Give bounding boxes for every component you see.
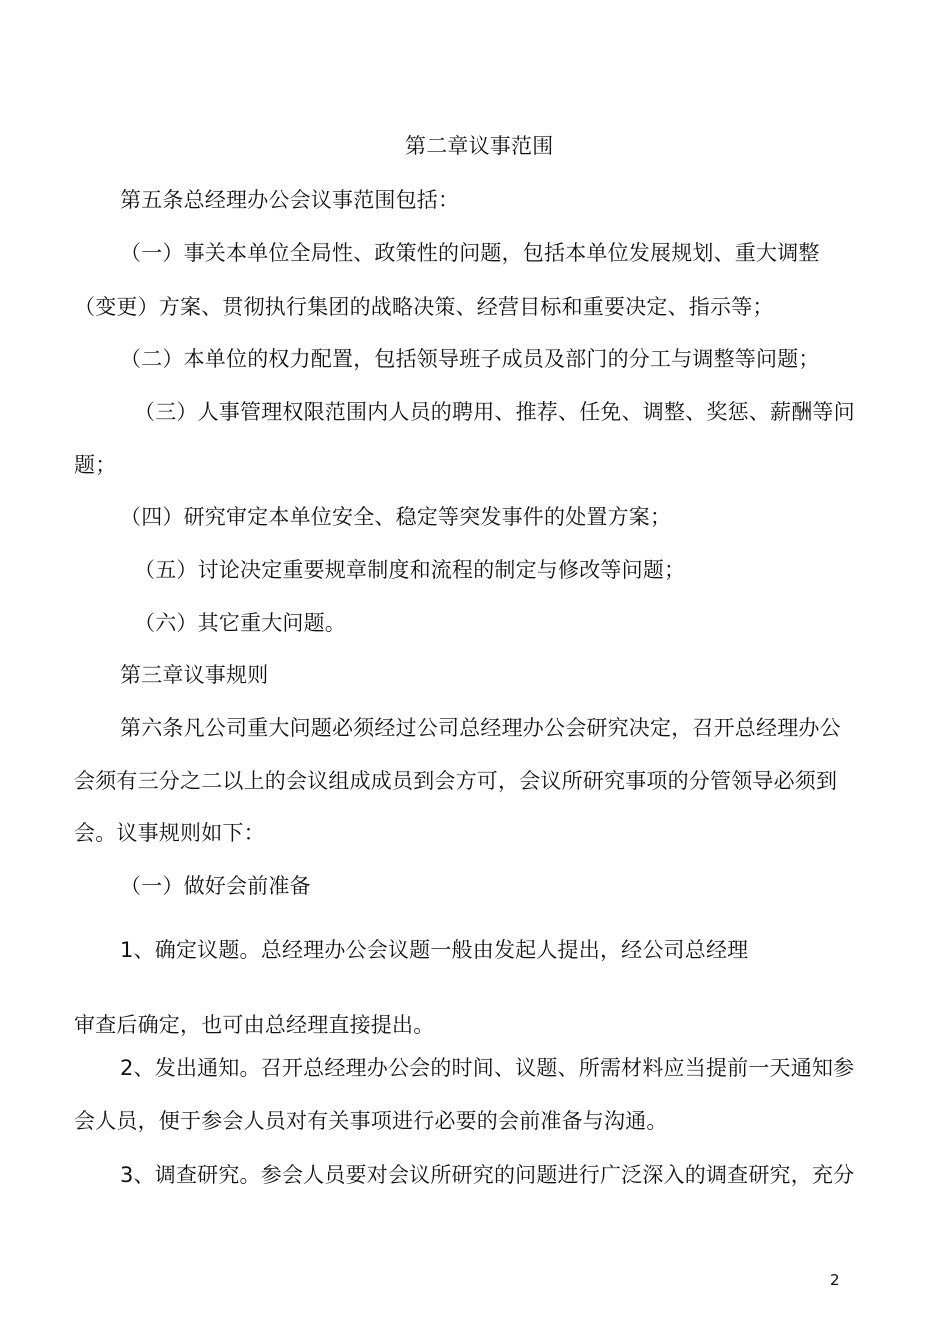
chapter-2-title: 第二章议事范围: [405, 134, 554, 158]
page-number: 2: [830, 1271, 840, 1289]
article-5-intro: 第五条总经理办公会议事范围包括：: [120, 188, 460, 212]
article-5-item-2: （二）本单位的权力配置，包括领导班子成员及部门的分工与调整等问题；: [120, 347, 820, 371]
step-2-line-2: 会人员，便于参会人员对有关事项进行必要的会前准备与沟通。: [74, 1109, 668, 1133]
article-5-item-5: （五）讨论决定重要规章制度和流程的制定与修改等问题；: [134, 558, 686, 582]
step-1-line-1: 1、确定议题。总经理办公会议题一般由发起人提出，经公司总经理: [120, 938, 749, 962]
article-5-item-3-line-1: （三）人事管理权限范围内人员的聘用、推荐、任免、调整、奖惩、薪酬等问: [134, 400, 855, 424]
article-5-item-1-line-1: （一）事关本单位全局性、政策性的问题，包括本单位发展规划、重大调整: [120, 241, 820, 265]
article-5-item-4: （四）研究审定本单位安全、稳定等突发事件的处置方案；: [120, 505, 672, 529]
article-6-line-1: 第六条凡公司重大问题必须经过公司总经理办公会研究决定，召开总经理办公: [120, 716, 841, 740]
rule-1-heading: （一）做好会前准备: [120, 874, 311, 898]
chapter-3-title: 第三章议事规则: [120, 663, 269, 687]
article-6-line-3: 会。议事规则如下：: [74, 821, 265, 845]
article-6-line-2: 会须有三分之二以上的会议组成成员到会方可，会议所研究事项的分管领导必须到: [74, 769, 838, 793]
step-1-line-2: 审查后确定，也可由总经理直接提出。: [74, 1013, 435, 1037]
step-2-line-1: 2、发出通知。召开总经理办公会的时间、议题、所需材料应当提前一天通知参: [120, 1056, 855, 1080]
step-3-line-1: 3、调查研究。参会人员要对会议所研究的问题进行广泛深入的调查研究，充分: [120, 1163, 855, 1187]
article-5-item-3-line-2: 题；: [74, 453, 117, 477]
article-5-item-1-line-2: （变更）方案、贯彻执行集团的战略决策、经营目标和重要决定、指示等；: [74, 295, 774, 319]
article-5-item-6: （六）其它重大问题。: [134, 611, 346, 635]
